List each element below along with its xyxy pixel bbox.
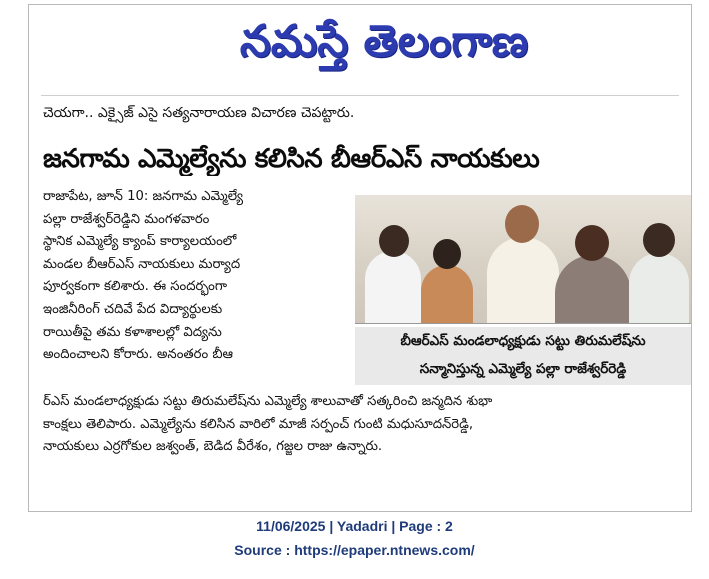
photo-caption [355, 327, 691, 385]
body-line: స్థానిక ఎమ్మెల్యే క్యాంప్ కార్యాలయంలో [43, 234, 237, 250]
photo-person [365, 251, 421, 324]
body-line: ర్ఎస్ మండలాధ్యక్షుడు సట్టు తిరుమలేష్‌ను ఎమ్మెల్యే శాలువాతో సత్కరించి జన్మదిన శుభా [43, 394, 493, 409]
body-line: పూర్వకంగా కలిశారు. ఈ సందర్భంగా [43, 279, 228, 295]
body-line: పల్లా రాజేశ్వర్‌రెడ్డిని మంగళవారం [43, 211, 210, 227]
photo-head [505, 205, 539, 243]
photo-person [629, 253, 689, 324]
caption-line: బీఆర్ఎస్ మండలాధ్యక్షుడు సట్టు తిరుమలేష్‌ను [400, 333, 646, 349]
photo-head [379, 225, 409, 257]
photo-person [555, 255, 631, 324]
masthead-divider [41, 95, 679, 96]
photo-person [487, 237, 559, 324]
photo-head [575, 225, 609, 261]
newspaper-clipping [28, 4, 692, 512]
body-line: కాంక్షలు తెలిపారు. ఎమ్మెల్యేను కలిసిన వారిలో మాజీ సర్పంచ్ గుంటి మధుసూదన్‌రెడ్డి, [43, 416, 474, 432]
caption-line: సన్మానిస్తున్న ఎమ్మెల్యే పల్లా రాజేశ్వర్‌రెడ్డి [419, 361, 627, 377]
article-body-full-width [43, 391, 683, 459]
body-line: రాజాపేట, జూన్ 10: జనగామ ఎమ్మెల్యే [43, 189, 244, 204]
body-line: నాయకులు ఎర్రగోకుల జశ్వంత్, బెడిద వీరేశం, గజ్జల రాజు ఉన్నారు. [43, 439, 383, 455]
body-line: మండల బీఆర్ఎస్ నాయకులు మర్యాద [43, 256, 241, 272]
footer-date-edition: 11/06/2025 | Yadadri | Page : 2 [256, 518, 453, 534]
article-body-column [43, 186, 335, 367]
footer-source: Source : https://epaper.ntnews.com/ [234, 542, 475, 558]
photo-head [433, 239, 461, 269]
masthead-logo: నమస్తే తెలంగాణ [239, 16, 529, 67]
previous-article-tail: చెయగా.. ఎక్సైజ్ ఎసై సత్యనారాయణ విచారణ చెపట్టారు. [43, 105, 355, 121]
news-photo [355, 195, 691, 324]
body-line: ఇంజినీరింగ్ చదివే పేద విద్యార్థులకు [43, 301, 223, 317]
article-headline: జనగామ ఎమ్మెల్యేను కలిసిన బీఆర్ఎస్ నాయకులు [43, 144, 540, 174]
photo-head [643, 223, 675, 257]
photo-person [421, 265, 473, 324]
body-line: రాయితీపై తమ కళాశాలల్లో విద్యను [43, 324, 222, 340]
body-line: అందించాలని కోరారు. అనంతరం బీఆ [43, 347, 234, 363]
